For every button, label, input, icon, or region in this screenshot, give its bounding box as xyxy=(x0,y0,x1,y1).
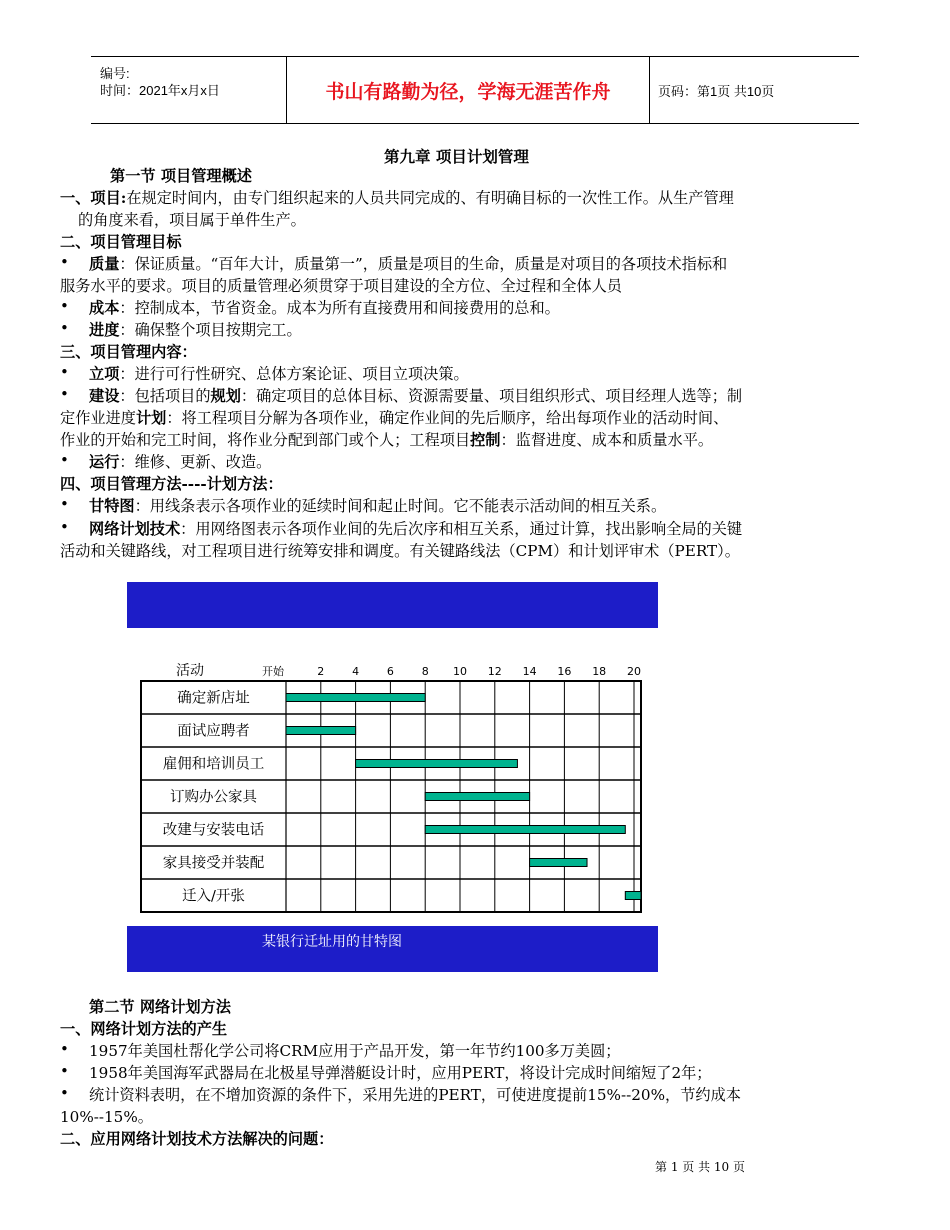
activity-label: 家具接受并装配 xyxy=(162,855,265,872)
x-tick-label: 6 xyxy=(386,665,394,678)
chart-caption: 某银行迁址用的甘特图 xyxy=(262,934,402,950)
activity-label: 面试应聘者 xyxy=(177,723,250,740)
activity-label: 改建与安装电话 xyxy=(162,822,265,839)
bullet: • xyxy=(60,253,69,271)
heading-origin: 一、网络计划方法的产生 xyxy=(60,1020,228,1038)
header-center-cell xyxy=(286,57,650,123)
activity-label: 雇佣和培训员工 xyxy=(162,756,265,773)
gantt-bar xyxy=(425,793,529,801)
header-right-cell xyxy=(649,57,859,123)
bullet: • xyxy=(60,1062,69,1080)
heading-methods: 四、项目管理方法----计划方法： xyxy=(60,475,283,493)
statistics-line1: 统计资料表明，在不增加资源的条件下，采用先进的PERT，可使进度提前15%--20%，节约成本 xyxy=(89,1086,741,1104)
build-line1 xyxy=(89,385,742,407)
chart-top-band xyxy=(127,582,658,628)
gantt-bar xyxy=(425,826,625,834)
activity-column-header: 活动 xyxy=(176,663,204,679)
operate-line xyxy=(89,451,271,473)
quality-line1 xyxy=(89,253,727,275)
project-definition-line2: 的角度来看，项目属于单件生产。 xyxy=(78,211,306,229)
gantt-chart xyxy=(136,658,646,918)
x-tick-label: 12 xyxy=(487,665,502,678)
operate-text: ：维修、更新、改造。 xyxy=(119,453,272,471)
gantt-label: 甘特图 xyxy=(89,497,135,515)
setup-label: 立项 xyxy=(89,365,120,383)
network-text: ：用网络图表示各项作业间的先后次序和相互关系，通过计算，找出影响全局的关键 xyxy=(180,520,743,538)
x-tick-label: 18 xyxy=(592,665,607,678)
bullet: • xyxy=(60,363,69,381)
document-header xyxy=(91,56,859,124)
motto: 书山有路勤为径，学海无涯苦作舟 xyxy=(325,81,611,103)
operate-label: 运行 xyxy=(89,453,120,471)
chapter-title: 第九章 项目计划管理 xyxy=(384,147,529,166)
heading-goals: 二、项目管理目标 xyxy=(60,233,182,251)
activity-label: 确定新店址 xyxy=(177,690,250,707)
network-label: 网络计划技术 xyxy=(89,520,181,538)
x-tick-label: 开始 xyxy=(262,665,284,678)
history-1958: 1958年美国海军武器局在北极星导弹潜艇设计时，应用PERT，将设计完成时间缩短了2年； xyxy=(89,1064,712,1082)
progress-label: 进度 xyxy=(89,321,120,339)
serial-label: 编号: xyxy=(100,66,130,81)
heading-content: 三、项目管理内容： xyxy=(60,343,197,361)
x-tick-label: 8 xyxy=(421,665,429,678)
x-tick-label: 10 xyxy=(453,665,467,678)
activity-label: 订购办公家具 xyxy=(170,789,257,806)
bullet: • xyxy=(60,518,69,536)
build-text-d: ：将工程项目分解为各项作业，确定作业间的先后顺序，给出每项作业的活动时间、 xyxy=(166,409,729,427)
header-left-cell xyxy=(91,57,286,123)
history-1957: 1957年美国杜帮化学公司将CRM应用于产品开发，第一年节约100多万美圆； xyxy=(89,1042,621,1060)
page-label: 页码：第1页 共10页 xyxy=(658,84,775,99)
gantt-bar xyxy=(286,694,425,702)
project-definition-text: 在规定时间内，由专门组织起来的人员共同完成的、有明确目标的一次性工作。从生产管理 xyxy=(126,189,734,207)
quality-line2: 服务水平的要求。项目的质量管理必须贯穿于项目建设的全方位、全过程和全体人员 xyxy=(60,277,622,295)
setup-line xyxy=(89,363,469,385)
setup-text: ：进行可行性研究、总体方案论证、项目立项决策。 xyxy=(119,365,469,383)
section1-title: 第一节 项目管理概述 xyxy=(110,167,252,185)
bullet: • xyxy=(60,451,69,469)
network-line2: 活动和关键路线，对工程项目进行统筹安排和调度。有关键路线法（CPM）和计划评审术（PERT）。 xyxy=(60,542,740,560)
build-line3 xyxy=(60,429,713,451)
build-text-f: ：监督进度、成本和质量水平。 xyxy=(500,431,714,449)
section2-title: 第二节 网络计划方法 xyxy=(89,998,231,1016)
build-text-e: 作业的开始和完工时间，将作业分配到部门或个人；工程项目 xyxy=(60,431,471,449)
x-tick-label: 20 xyxy=(627,665,641,678)
cost-label: 成本 xyxy=(89,299,120,317)
page-footer: 第 1 页 共 10 页 xyxy=(655,1160,745,1174)
gantt-bar xyxy=(286,727,356,735)
bullet: • xyxy=(60,319,69,337)
build-line2 xyxy=(60,407,728,429)
bullet: • xyxy=(60,1084,69,1102)
progress-text: ：确保整个项目按期完工。 xyxy=(119,321,302,339)
progress-line xyxy=(89,319,302,341)
control-label: 控制 xyxy=(470,431,501,449)
bullet: • xyxy=(60,495,69,513)
x-tick-label: 14 xyxy=(522,665,537,678)
gantt-line xyxy=(89,495,666,517)
x-tick-label: 4 xyxy=(352,665,360,678)
quality-label: 质量 xyxy=(89,255,120,273)
bullet: • xyxy=(60,385,69,403)
activity-label: 迁入/开张 xyxy=(182,888,245,905)
time-label: 时间：2021年x月x日 xyxy=(100,83,220,98)
plan2-label: 计划 xyxy=(135,409,167,427)
gantt-bar xyxy=(530,859,587,867)
build-text-c: 定作业进度 xyxy=(60,409,136,427)
bullet: • xyxy=(60,297,69,315)
statistics-line2: 10%--15%。 xyxy=(60,1108,153,1126)
heading-problems: 二、应用网络计划技术方法解决的问题： xyxy=(60,1130,334,1148)
cost-line xyxy=(89,297,560,319)
gantt-bar xyxy=(625,892,641,900)
project-definition-line1 xyxy=(60,187,734,209)
build-text-b: ：确定项目的总体目标、资源需要量、项目组织形式、项目经理人选等；制 xyxy=(240,387,743,405)
plan-label: 规划 xyxy=(210,387,241,405)
chart-caption-band xyxy=(127,926,658,972)
project-label: 一、项目: xyxy=(60,189,127,207)
build-text-a: ：包括项目的 xyxy=(119,387,211,405)
quality-text: ：保证质量。“百年大计，质量第一”，质量是项目的生命，质量是对项目的各项技术指标和 xyxy=(119,255,728,273)
build-label: 建设 xyxy=(89,387,120,405)
x-tick-label: 2 xyxy=(317,665,325,678)
cost-text: ：控制成本，节省资金。成本为所有直接费用和间接费用的总和。 xyxy=(119,299,560,317)
network-line1 xyxy=(89,518,742,540)
gantt-bar xyxy=(356,760,518,768)
bullet: • xyxy=(60,1040,69,1058)
gantt-text: ：用线条表示各项作业的延续时间和起止时间。它不能表示活动间的相互关系。 xyxy=(134,497,667,515)
x-tick-label: 16 xyxy=(557,665,572,678)
